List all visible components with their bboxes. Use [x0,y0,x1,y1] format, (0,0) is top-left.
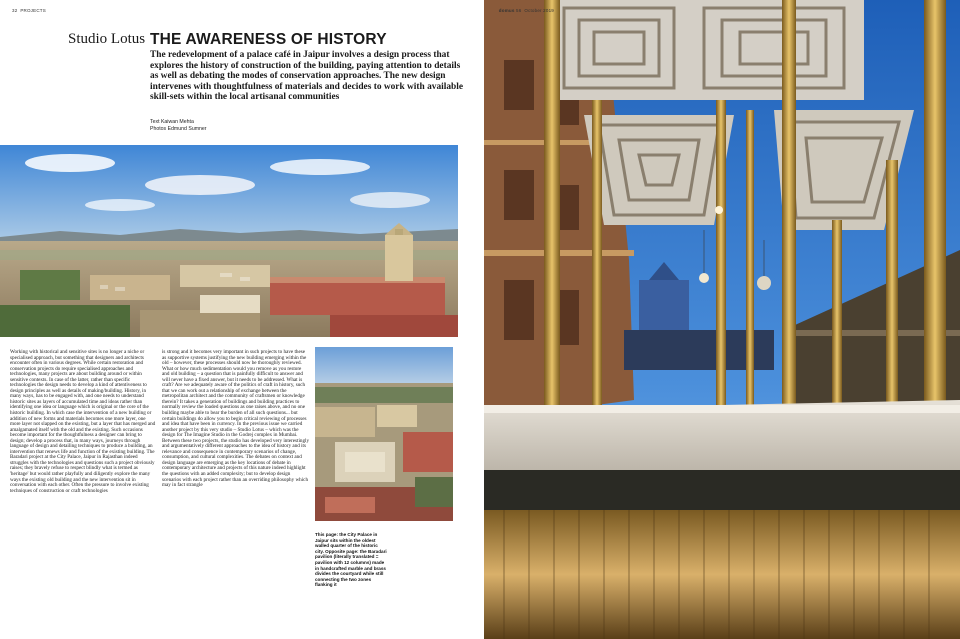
page-number: 32 [12,8,18,13]
magazine-name: domus [498,8,515,13]
credits [150,119,207,133]
issue-date: October 2019 [524,8,554,13]
photo-credit: Photos Edmund Sumner [150,126,207,132]
left-folio [12,8,46,13]
city-palace-aerial-photo [315,347,453,521]
standfirst: The redevelopment of a palace café in Jaipur involves a design process that explores the history of construction of the building, paying attention to details as well as debating the modes of conservation approaches. The new design intervenes with thoughtfulness of materials and decides to work with available skill-sets within the local artisanal communities [150,50,464,103]
text-credit: Text Kaiwan Mehta [150,119,194,125]
jaipur-panorama-photo [0,145,458,337]
baradari-pavilion-photo [484,0,960,639]
body-column-2: is strong and it becomes very important in such projects to have these as supportive systems justifying the new building emerging within the old – however, these processes should now be thoroughly reviewed. What or how much sedimentation would you remove as you restore and old building – a question that is painfully difficult to answer and will never have a fixed answer, but it needs to be addressed. What is craft? Are we adequately aware of the politics of craft in history, such that we can work out a relationship of exchange between the metropolitan architect and the community of craftsmen or knowledge therein? It takes a generation of buildings and building practices to normally review the loaded questions as one raises above, and no one building maybe able to bear the burden of all such questions... but certain buildings do allow you to begin critical reviewing of processes and idea that have been in currency. In the previous issue we carried another project by this very studio – Studio Lotus – which was the design for The Imagine Studio in the Godrej complex in Mumbai. Between these two projects, the studio has developed very interestingly and argumentatively different approaches to the idea of history and its relevance and consequence in contemporary scenarios of change, consumption, and cultural complexities. The debates on context and design language are emerging as the key locations of debate in contemporary architecture and projects of this nature indeed highlight the questions with an added complexity; but to develop design scenarios with each project rather than an overriding philosophy which may in fact strangle [162,349,310,489]
right-folio [484,8,554,13]
issue-number: 56 [516,8,522,13]
section-label: PROJECTS [20,8,46,13]
body-column-1: Working with historical and sensitive sites is no longer a niche or specialised approach, but something that designers and architects encounter often in various degrees. While certain restoration and conservation projects do require specialised approaches and technologies, many projects are about building around or within sensitive contexts. In case of the latter, rather than specific technologies the design needs to develop a kind of attentiveness to design principles as well as details of making/building. History, in many ways, has to be engaged with, and one needs to understand historic sites as layers of accumulated time and ideas rather than identifying one idea or language which is original or the core of the historic building. In which case the intervention of a new building or addition of new forms and materials becomes one more layer, one more layer not slapped on the existing, but a layer that has merged and amalgamated itself with the old and the existing. Such occasions become important for the thoughtfulness a designer can bring to design; develop a process that, in many ways, journeys through language of design and detailing techniques to produce a building, an intervention that renews life and function of the existing building. The Baradari project at the City Palace, Jaipur in Rajasthan indeed struggles with the technologies and questions such a project obviously raises; they bravely refuse to respect blindly what is termed as 'heritage' but would rather playfully and diligently explore the many ways the existing old building and the new intervention sit in conversation with each other. Often the pressure to involve existing techniques of construction or craft technologies [10,349,156,494]
studio-name: Studio Lotus [68,31,146,47]
photo-caption: This page: the City Palace in Jaipur sits within the oldest walled quarter of the historic city. Opposite page: the Baradari pavilion (literally translated = pavilion with 12 columns) made in handcrafted marble and brass divides the courtyard while still connecting the two zones flanking it [315,532,387,588]
article-title: THE AWARENESS OF HISTORY [150,31,387,48]
